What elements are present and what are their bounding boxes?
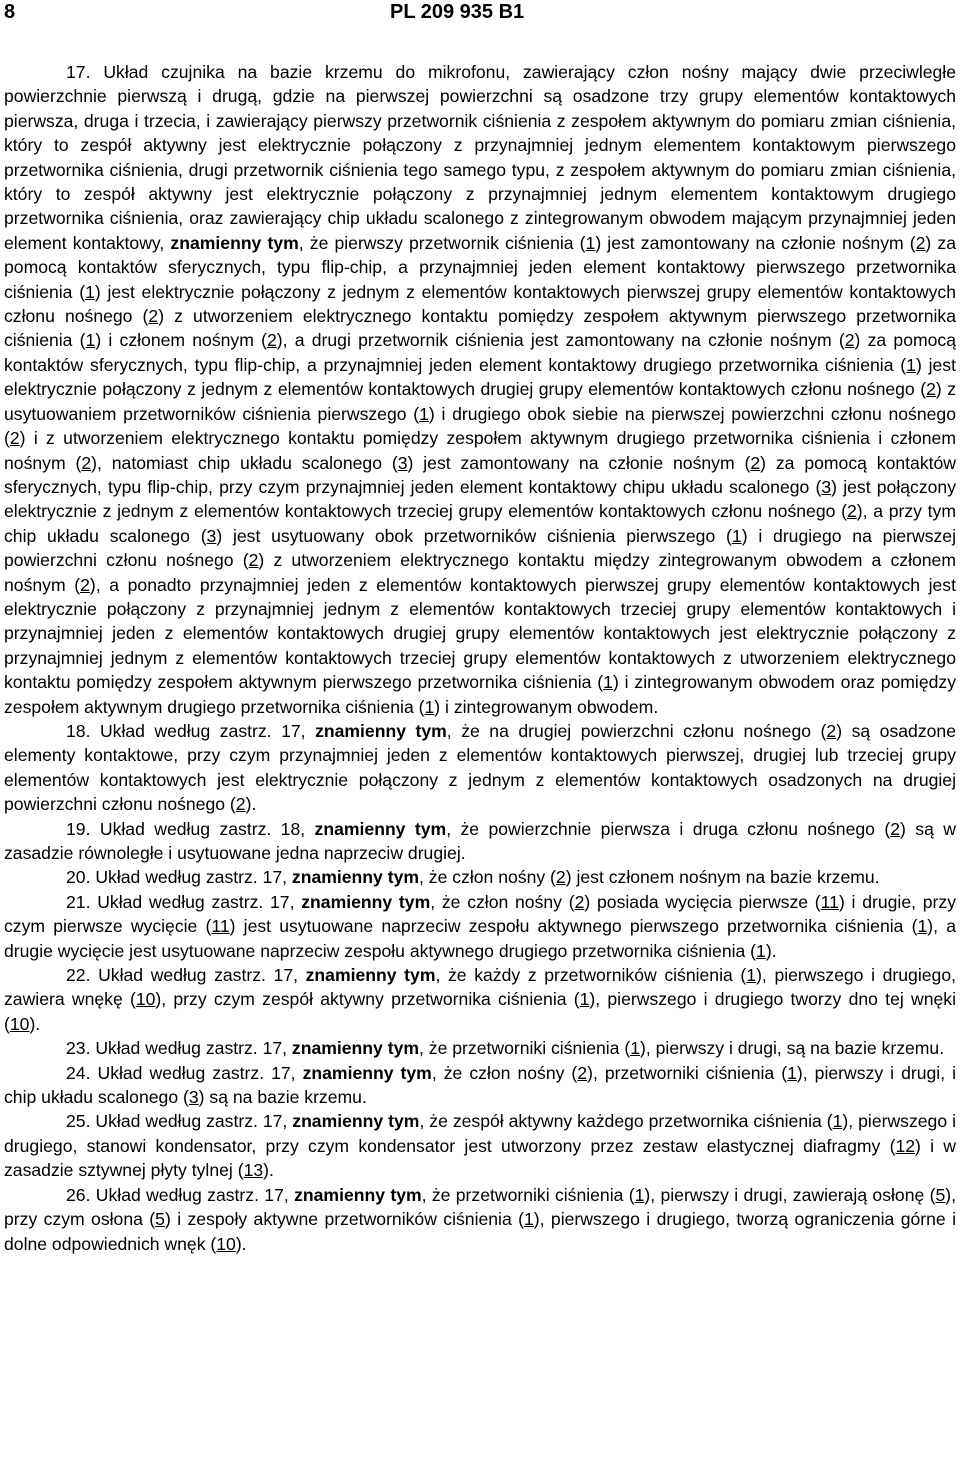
claim-text: 25. Układ według zastrz. 17, [66, 1111, 293, 1132]
page-number: 8 [4, 1, 16, 23]
claim-text: ) są w zasadzie równoległe i usytuowane jedna naprzeciw drugiej. [4, 818, 956, 863]
claim-text: , że powierzchnie pierwsza i druga członu nośnego ( [446, 818, 891, 839]
claim-text: ) i zespoły aktywne przetworników ciśnienia ( [164, 1209, 524, 1230]
reference-numeral: 1 [585, 232, 596, 253]
claim-text: 17. Układ czujnika na bazie krzemu do mikrofonu, zawierający człon nośny mający dwie przeciwległe powierzchnie pierwszą i drugą, gdzie na pierwszej powierzchni są osadzone trzy grupy elementów kontaktowych pierwsza, druga i trzecia, i zawierający pierwszy przetwornik ciśnienia z zespołem aktywnym do pomiaru zmian ciśnienia, który to zespół aktywny jest elektrycznie połączony z przynajmniej jednym elementem kontaktowym pierwszego przetwornika ciśnienia, drugi przetwornik ciśnienia tego samego typu, z zespołem aktywnym do pomiaru zmian ciśnienia, który to zespół aktywny jest elektrycznie połączony z przynajmniej jednym elementem kontaktowym drugiego przetwornika ciśnienia, oraz zawierający chip układu scalonego z zintegrowanym obwodem mającym przynajmniej jeden element kontaktowy, [4, 62, 956, 253]
reference-numeral: 1 [85, 281, 95, 302]
claim-text: ) i z utworzeniem elektrycznego kontaktu pomiędzy zespołem aktywnym drugiego przetwornika ciśnienia i członem nośnym ( [4, 428, 956, 473]
reference-numeral: 2 [9, 428, 20, 449]
claim-characterizing-phrase: znamienny tym [291, 867, 420, 888]
claim-characterizing-phrase: znamienny tym [291, 1038, 420, 1059]
reference-numeral: 5 [155, 1209, 165, 1230]
reference-numeral: 1 [630, 1038, 641, 1059]
claim-characterizing-phrase: znamienny tym [302, 1062, 432, 1083]
claim-text: , że zespół aktywny każdego przetwornika ciśnienia ( [419, 1111, 833, 1132]
claim-text: , że człon nośny ( [431, 1062, 578, 1083]
claim-18 [4, 719, 956, 817]
reference-numeral: 1 [634, 1184, 645, 1205]
reference-numeral: 10 [216, 1233, 236, 1254]
reference-numeral: 2 [890, 818, 901, 839]
reference-numeral: 3 [206, 525, 217, 546]
claim-text: 22. Układ według zastrz. 17, [66, 965, 306, 986]
reference-numeral: 13 [243, 1160, 264, 1181]
reference-numeral: 2 [926, 379, 936, 400]
claim-26 [4, 1183, 956, 1256]
claim-text: 19. Układ według zastrz. 18, [66, 818, 315, 839]
reference-numeral: 2 [148, 306, 159, 327]
reference-numeral: 2 [80, 574, 90, 595]
claim-text: ) i zintegrowanym obwodem. [434, 696, 659, 717]
claim-20 [4, 865, 956, 889]
claim-text: ) jest zamontowany na członie nośnym ( [407, 452, 751, 473]
reference-numeral: 1 [787, 1062, 797, 1083]
claim-text: ), pierwszy i drugi, i chip układu scalonego ( [4, 1062, 957, 1108]
reference-numeral: 1 [419, 403, 429, 424]
claim-text: ). [29, 1013, 41, 1034]
claim-text: ). [245, 794, 257, 815]
reference-numeral: 12 [895, 1135, 916, 1156]
page-header [0, 0, 960, 36]
claim-text: , że człon nośny ( [430, 891, 575, 912]
claim-text: ) jest zamontowany na członie nośnym ( [595, 232, 916, 253]
claim-text: ) i członem nośnym ( [95, 330, 267, 351]
reference-numeral: 2 [826, 720, 837, 741]
claim-text: , że człon nośny ( [419, 867, 556, 888]
claim-characterizing-phrase: znamienny tym [292, 1111, 420, 1132]
claim-text: , że każdy z przetworników ciśnienia ( [435, 965, 747, 986]
claim-text: ), a drugie wycięcie jest usytuowane naprzeciw zespołu aktywnego drugiego przetwornika ciśnienia ( [4, 916, 956, 961]
claim-17 [4, 60, 956, 719]
reference-numeral: 5 [935, 1184, 946, 1205]
claim-text: ) jest usytuowane naprzeciw zespołu aktywnego pierwszego przetwornika ciśnienia ( [229, 916, 918, 937]
reference-numeral: 11 [820, 891, 839, 912]
reference-numeral: 1 [731, 525, 742, 546]
reference-numeral: 3 [821, 476, 832, 497]
claim-text: ) za pomocą kontaktów sferycznych, typu flip-chip, przy czym przynajmniej jeden element kontaktowy chipu układu scalonego ( [4, 452, 957, 497]
reference-numeral: 1 [906, 354, 916, 375]
claim-text: ) z utworzeniem elektrycznego kontaktu między zintegrowanym obwodem a członem nośnym ( [4, 550, 956, 595]
claim-text: ) i zintegrowanym obwodem oraz pomiędzy zespołem aktywnym drugiego przetwornika ciśnienia ( [4, 672, 957, 717]
claim-text: ) i drugiego obok siebie na pierwszej powierzchni członu nośnego ( [4, 403, 956, 449]
reference-numeral: 2 [555, 867, 566, 888]
claim-text: ), pierwszego i drugiego tworzy dno tej wnęki ( [4, 989, 956, 1034]
claim-characterizing-phrase: znamienny tym [315, 720, 447, 741]
claim-text: ) posiada wycięcia pierwsze ( [584, 891, 821, 912]
claim-text: 20. Układ według zastrz. 17, [66, 867, 292, 888]
claim-characterizing-phrase: znamienny tym [170, 232, 299, 253]
claim-text: ), przy czym osłona ( [4, 1184, 957, 1230]
claim-text: 26. Układ według zastrz. 17, [66, 1184, 295, 1205]
claim-text: ) i drugiego na pierwszej powierzchni członu nośnego ( [4, 525, 956, 571]
claim-text: ). [235, 1233, 247, 1254]
claim-characterizing-phrase: znamienny tym [294, 1184, 422, 1205]
claim-characterizing-phrase: znamienny tym [305, 965, 436, 986]
reference-numeral: 3 [397, 452, 408, 473]
claim-text: ), przetworniki ciśnienia ( [587, 1062, 788, 1083]
reference-numeral: 1 [746, 965, 757, 986]
reference-numeral: 2 [844, 330, 855, 351]
claim-text: ), pierwszego i drugiego, tworzą ograniczenia górne i dolne odpowiednich wnęk ( [4, 1209, 957, 1254]
claim-22 [4, 963, 956, 1036]
claim-text: ) za pomocą kontaktów sferycznych, typu flip-chip, a przynajmniej jeden element kontaktowy drugiego przetwornika ciśnienia ( [4, 330, 956, 375]
claim-23 [4, 1036, 956, 1060]
claim-text: ) są osadzone elementy kontaktowe, przy czym przynajmniej jeden z elementów kontaktowych pierwszej, drugiej lub trzeciej grupy elementów kontaktowych jest elektrycznie połączony z jednym z elementów kontaktowych osadzonych na drugiej powierzchni członu nośnego ( [4, 720, 956, 815]
claim-text: ), natomiast chip układu scalonego ( [91, 452, 398, 473]
claim-characterizing-phrase: znamienny tym [301, 891, 431, 912]
claim-text: ), a ponadto przynajmniej jeden z elementów kontaktowych pierwszej grupy elementów kontaktowych jest elektrycznie połączony z przynajmniej jednym z elementów kontaktowych trzeciej grupy elementów kontaktowych i przynajmniej jeden z elementów kontaktowych drugiej grupy elementów kontaktowych jest elektrycznie połączony z przynajmniej jednym z elementów kontaktowych trzeciej grupy elementów kontaktowych z utworzeniem elektrycznego kontaktu pomiędzy zespołem aktywnym pierwszego przetwornika ciśnienia ( [4, 574, 956, 693]
claim-text: ). [765, 940, 777, 961]
claim-text: ) jest członem nośnym na bazie krzemu. [565, 867, 880, 888]
claim-text: ), pierwszy i drugi, są na bazie krzemu. [640, 1038, 945, 1059]
reference-numeral: 1 [917, 916, 928, 937]
reference-numeral: 2 [846, 501, 857, 522]
reference-numeral: 2 [574, 891, 585, 912]
claim-text: ) i drugie, przy czym pierwsze wycięcie ( [4, 891, 957, 937]
claim-21 [4, 890, 956, 963]
reference-numeral: 1 [524, 1209, 534, 1230]
claim-text: ), pierwszego i drugiego, zawiera wnękę ( [4, 965, 956, 1010]
reference-numeral: 2 [577, 1062, 588, 1083]
reference-numeral: 1 [756, 940, 766, 961]
reference-numeral: 1 [424, 696, 435, 717]
reference-numeral: 1 [579, 989, 590, 1010]
claim-text: ), przy czym zespół aktywny przetwornika ciśnienia ( [155, 989, 580, 1010]
claim-text: ), pierwszy i drugi, zawierają osłonę ( [644, 1184, 936, 1205]
claim-19 [4, 817, 956, 866]
reference-numeral: 2 [266, 330, 277, 351]
claim-text: ) są na bazie krzemu. [198, 1087, 367, 1108]
reference-numeral: 1 [85, 330, 96, 351]
claim-text: ) i w zasadzie sztywnej płyty tylnej ( [4, 1135, 956, 1181]
reference-numeral: 1 [603, 672, 613, 693]
reference-numeral: 10 [135, 989, 156, 1010]
reference-numeral: 2 [81, 452, 92, 473]
reference-numeral: 2 [915, 232, 926, 253]
reference-numeral: 10 [9, 1013, 30, 1034]
claim-text: ). [263, 1160, 274, 1181]
claim-text: ) jest elektrycznie połączony z jednym z elementów kontaktowych drugiej grupy elementów kontaktowych członu nośnego ( [4, 354, 956, 400]
claim-text: , że przetworniki ciśnienia ( [419, 1038, 631, 1059]
claim-text: 21. Układ według zastrz. 17, [66, 891, 302, 912]
claim-text: ) z usytuowaniem przetworników ciśnienia pierwszego ( [4, 379, 956, 424]
claim-text: ), pierwszego i drugiego, stanowi kondensator, przy czym kondensator jest utworzony przez zestaw elastycznej diafragmy ( [4, 1111, 956, 1156]
claim-25 [4, 1109, 956, 1182]
claim-text: , że przetworniki ciśnienia ( [421, 1184, 635, 1205]
claim-characterizing-phrase: znamienny tym [314, 818, 447, 839]
claim-text: ), a przy tym chip układu scalonego ( [4, 501, 957, 546]
claim-text: ) jest elektrycznie połączony z jednym z elementów kontaktowych pierwszej grupy elementów kontaktowych członu nośnego ( [4, 281, 956, 327]
reference-numeral: 2 [248, 550, 259, 571]
reference-numeral: 1 [832, 1111, 843, 1132]
claim-text: , że na drugiej powierzchni członu nośnego ( [446, 720, 827, 741]
claim-text: ) jest usytuowany obok przetworników ciśnienia pierwszego ( [216, 525, 732, 546]
claim-text: 24. Układ według zastrz. 17, [66, 1062, 303, 1083]
claim-text: 18. Układ według zastrz. 17, [66, 720, 316, 741]
claim-24 [4, 1061, 956, 1110]
reference-numeral: 2 [235, 794, 246, 815]
document-id: PL 209 935 B1 [390, 1, 525, 23]
reference-numeral: 3 [188, 1087, 199, 1108]
claims-body [4, 60, 956, 1256]
claim-text: ), a drugi przetwornik ciśnienia jest zamontowany na członie nośnym ( [276, 330, 845, 351]
reference-numeral: 2 [750, 452, 761, 473]
claim-text: 23. Układ według zastrz. 17, [66, 1038, 292, 1059]
claim-text: , że pierwszy przetwornik ciśnienia ( [298, 232, 586, 253]
claim-text: ) z utworzeniem elektrycznego kontaktu pomiędzy zespołem aktywnym pierwszego przetwornika ciśnienia ( [4, 306, 957, 351]
claim-text: ) jest połączony elektrycznie z jednym z elementów kontaktowych trzeciej grupy elementów kontaktowych członu nośnego ( [4, 476, 956, 522]
claim-text: ) za pomocą kontaktów sferycznych, typu flip-chip, a przynajmniej jeden element kontaktowy pierwszego przetwornika ciśnienia ( [4, 232, 956, 302]
reference-numeral: 11 [211, 916, 230, 937]
